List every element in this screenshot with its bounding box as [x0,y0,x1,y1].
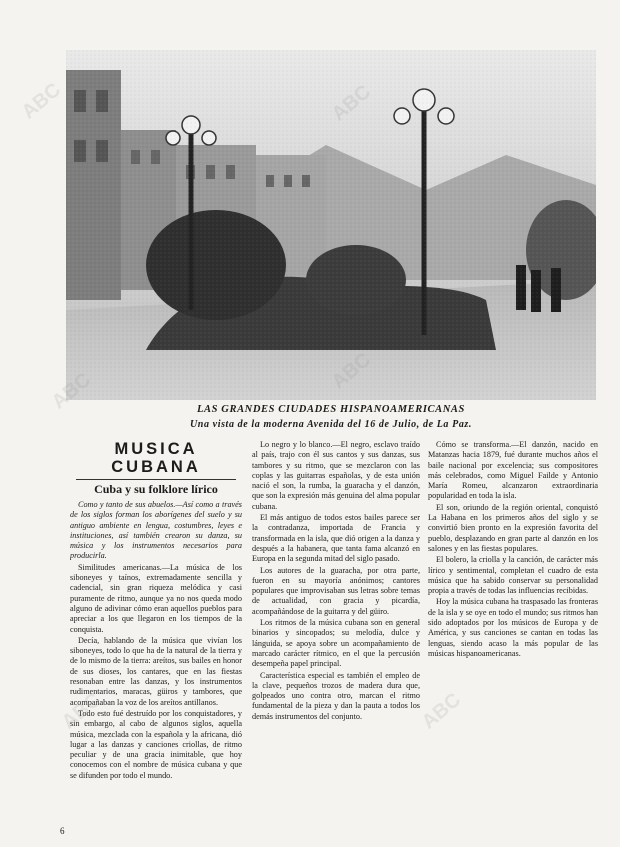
avenue-scene-image [66,50,596,400]
article-column-3 [428,440,598,840]
paragraph: Característica especial es también el empleo de la clave, pequeños trozos de madera dura que, golpeados uno contra otro, marcan el ritmo fundamental de la pieza y dan la pauta a todos los demás instrumentos del conjunto. [252,670,420,721]
watermark: ABC [57,688,106,734]
article-column-1 [70,440,242,840]
page-number: 6 [60,826,65,836]
paragraph: El bolero, la criolla y la canción, de carácter más lírico y sentimental, completan el cuadro de esta música que ha sabido conservar su personalidad propia a través de todas las influencias recibidas. [428,555,598,596]
paragraph: El más antiguo de todos estos bailes parece ser la contradanza, importada de Francia y transformada en la isla, que dió origen a la danza y después a la habanera, que tanta fama alcanzó en Europa en la segunda mitad del siglo pasado. [252,513,420,564]
paragraph: Todo esto fué destruído por los conquistadores, y sin embargo, al cabo de algunos siglos, aquella música, mezclada con la española y la africana, dió lugar a las danzas y canciones criollas, de ritmo peculiar y de una gracia inimitable, que hoy conocemos con el nombre de música cubana y que se difunden por todo el mundo. [70,708,242,780]
article-title: MUSICA CUBANA [111,440,201,476]
paragraph: Como y tanto de sus abuelos.—Así como a través de los siglos forman los aborígenes del suelo y su antiguo ambiente en lengua, costumbres, leyes e instituciones, así también crearon su danza, su música y los instrumentos necesarios para producirla. [70,500,242,561]
paragraph: Hoy la música cubana ha traspasado las fronteras de la isla y se oye en todo el mundo; sus ritmos han sido adoptados por los músicos de Europa y de América, y sus canciones se cantan en todas las lenguas, siendo acaso la más popular de las músicas hispanoamericanas. [428,597,598,658]
city-avenue-photo [66,50,596,400]
paragraph: Los ritmos de la música cubana son en general binarios y sincopados; su melodía, dulce y lánguida, se apoya sobre un acompañamiento de marcado carácter rítmico, en el que la percusión desempeña papel principal. [252,618,420,669]
watermark: ABC [417,688,466,734]
paragraph: Cómo se transforma.—El danzón, nacido en Matanzas hacia 1879, fué durante muchos años el baile nacional por excelencia; sus compositores más celebrados, como Miguel Failde y Antonio María Romeu, alcanzaron extraordinaria popularidad en toda la isla. [428,440,598,501]
paragraph: Decía, hablando de la música que vivían los siboneyes, todo lo que ha de la natural de la tierra y de lo mismo de la tierra: areítos, sus bailes en honor de sus dioses, los cantares, que en las fiestas resonaban entre las danzas, y los instrumentos rudimentarios, maracas, güiros y tambores, que acompañaban la voz de los areítos antillanos. [70,635,242,707]
article-column-2 [252,440,420,840]
article-subtitle: Cuba y su folklore lírico [94,482,218,496]
title-rule [76,479,236,480]
paragraph: Los autores de la guaracha, por otra parte, fueron en su mayoría anónimos; cantores populares que improvisaban sus letras sobre temas de actualidad, con gracia y picardía, acompañándose de la guitarra y del güiro. [252,565,420,616]
paragraph: El son, oriundo de la región oriental, conquistó La Habana en los primeros años del siglo y se convirtió bien pronto en la expresión favorita del pueblo, desplazando en gran parte al danzón en los salones y en las fiestas populares. [428,502,598,553]
paragraph: Similitudes americanas.—La música de los siboneyes y taínos, extremadamente sencilla y cadencial, sin gran riqueza melódica y casi puramente de ritmo, aunque ya no nos queda modo alguno de adivinar cómo eran aquellos pueblos para apreciar a los que llegaron en los tiempos de la conquista. [70,562,242,634]
paragraph: Lo negro y lo blanco.—El negro, esclavo traído al país, trajo con él sus cantos y sus danzas, sus tambores y su ritmo, que se mezclaron con las coplas y las guitarras españolas, y de esta unión nació el son, la rumba, la guaracha y el danzón, que son la expresión más genuina del alma popular cubana. [252,440,420,511]
photo-caption-title: LAS GRANDES CIUDADES HISPANOAMERICANAS [197,404,465,415]
photo-caption-subtitle: Una vista de la moderna Avenida del 16 de Julio, de La Paz. [189,419,473,430]
watermark: ABC [17,78,66,124]
